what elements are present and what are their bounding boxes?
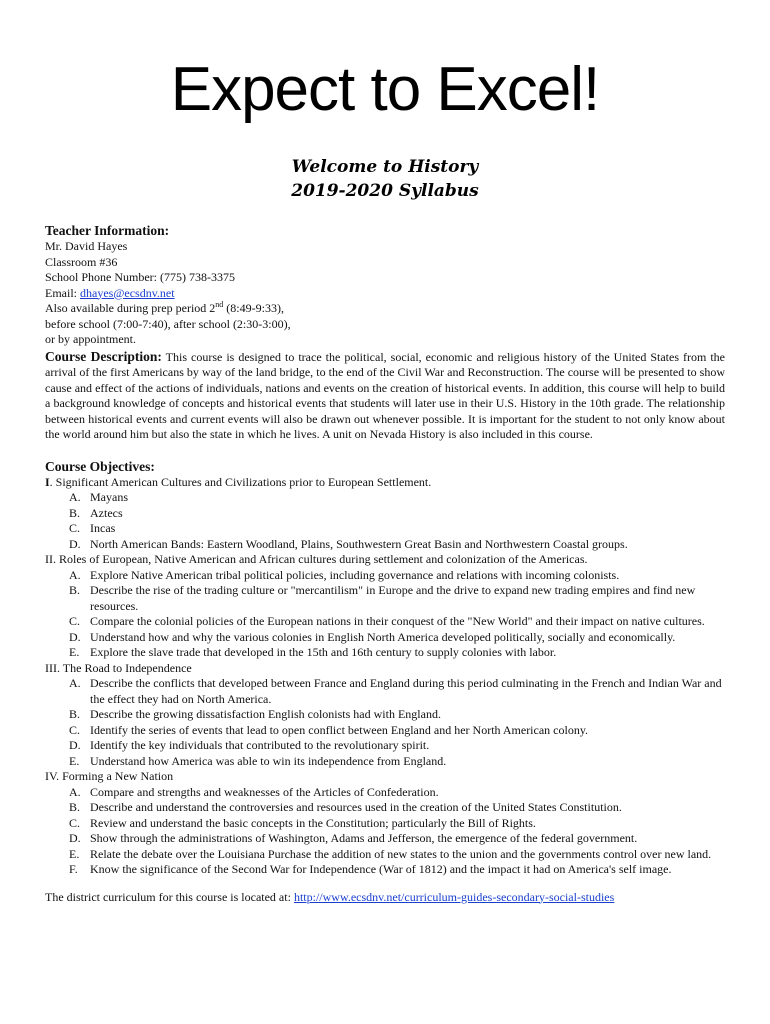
objective-item: [45, 754, 725, 770]
objective-section-3: [45, 661, 725, 677]
objective-item-text: Aztecs: [90, 505, 123, 520]
teacher-name: Mr. David Hayes: [45, 239, 128, 253]
objective-section-title: . Significant American Cultures and Civilizations prior to European Settlement.: [49, 474, 432, 489]
objective-item-text: Explore the slave trade that developed in the 15th and 16th century to supply colonies with labor.: [90, 645, 557, 659]
objective-item-text: Understand how and why the various colonies in English North America developed politically, socially and economically.: [90, 629, 676, 644]
objective-item-text: Identify the series of events that lead to open conflict between England and her North American colony.: [90, 722, 589, 737]
objective-item: [45, 614, 725, 630]
objective-section-number: III: [45, 660, 57, 675]
teacher-info-heading: Teacher Information:: [45, 223, 170, 238]
objective-item-text: Show through the administrations of Washington, Adams and Jefferson, the emergence of the federal government.: [90, 831, 638, 845]
objective-item: [45, 630, 725, 646]
availability-time: (8:49-9:33),: [223, 301, 284, 315]
objective-item: [45, 583, 725, 614]
objective-section-2: [45, 552, 725, 568]
objective-section-title: . The Road to Independence: [57, 660, 192, 675]
phone-number: School Phone Number: (775) 738-3375: [45, 270, 235, 284]
objective-item-letter: D.: [69, 536, 81, 551]
objective-item-letter: A.: [69, 567, 81, 582]
curriculum-line: [45, 890, 725, 906]
objective-item: [45, 723, 725, 739]
objective-section-4: [45, 769, 725, 785]
objective-section-number: II: [45, 552, 53, 566]
objective-item-text: Understand how America was able to win its independence from England.: [90, 753, 447, 768]
objectives-list: [45, 475, 725, 878]
objective-item-letter: E.: [69, 645, 80, 659]
objective-item-letter: D.: [69, 831, 81, 845]
objective-item-letter: A.: [69, 676, 81, 690]
objective-item-letter: D.: [69, 629, 81, 644]
objective-item-text: Review and understand the basic concepts in the Constitution; particularly the Bill of Rights.: [90, 815, 536, 830]
objective-item: [45, 645, 725, 661]
objective-item-text: Describe the conflicts that developed between France and England during this period culminating in the French and Indian War and the effect they had on North America.: [90, 676, 722, 706]
objective-item-letter: A.: [69, 490, 81, 504]
curriculum-text: The district curriculum for this course is located at:: [45, 889, 294, 904]
subtitle-welcome: Welcome to History: [291, 157, 479, 177]
course-description-heading: Course Description:: [45, 348, 162, 364]
objective-item: [45, 568, 725, 584]
course-objectives-heading: Course Objectives:: [45, 458, 155, 474]
objective-item-text: Compare the colonial policies of the European nations in their conquest of the "New World" and their impact on native cultures.: [90, 614, 705, 628]
objective-item-letter: C.: [69, 521, 81, 535]
objective-item-text: Compare and strengths and weaknesses of the Articles of Confederation.: [90, 784, 439, 799]
objective-item-text: Explore Native American tribal political policies, including governance and relations with incoming colonists.: [90, 567, 620, 582]
objective-item: [45, 506, 725, 522]
subtitle-syllabus: 2019-2020 Syllabus: [291, 181, 479, 201]
objective-item: [45, 816, 725, 832]
objective-section-title: . Roles of European, Native American and African cultures during settlement and colonization of the Americas.: [53, 552, 588, 566]
objective-section-number: IV: [45, 769, 57, 783]
before-after-school: before school (7:00-7:40), after school (2:30-3:00),: [45, 316, 291, 331]
objective-item-letter: C.: [69, 815, 81, 830]
objective-item: [45, 738, 725, 754]
objective-item: [45, 490, 725, 506]
objective-item-text: Describe the rise of the trading culture or "mercantilism" in Europe and the drive to expand new trading empires and find new resources.: [90, 583, 696, 613]
objective-item-text: Describe and understand the controversies and resources used in the creation of the United States Constitution.: [90, 800, 622, 814]
availability-line: [45, 301, 725, 317]
ordinal-suffix: nd: [215, 300, 224, 309]
objective-item-text: North American Bands: Eastern Woodland, Plains, Southwestern Great Basin and Northwestern Coastal groups.: [90, 536, 628, 551]
objective-item-letter: A.: [69, 784, 81, 799]
course-description: [45, 349, 725, 443]
objective-item-text: Describe the growing dissatisfaction English colonists had with England.: [90, 707, 441, 721]
objective-item: [45, 537, 725, 553]
objective-item-text: Identify the key individuals that contributed to the revolutionary spirit.: [90, 738, 430, 752]
objective-item-letter: B.: [69, 800, 81, 814]
document-content: [45, 222, 725, 905]
objective-item: [45, 847, 725, 863]
objective-item: [45, 862, 725, 878]
objective-item-letter: C.: [69, 614, 81, 628]
objective-item-text: Mayans: [90, 490, 128, 504]
objective-item-letter: B.: [69, 583, 81, 597]
objective-item-letter: E.: [69, 846, 80, 861]
objective-item: [45, 800, 725, 816]
objective-item-letter: E.: [69, 753, 80, 768]
objective-section-1: [45, 475, 725, 491]
objective-item-letter: B.: [69, 707, 81, 721]
objective-item-text: Know the significance of the Second War for Independence (War of 1812) and the impact it had on America's self image.: [90, 862, 672, 876]
objective-item: [45, 707, 725, 723]
classroom: Classroom #36: [45, 254, 118, 269]
objective-section-number: I: [45, 474, 50, 489]
availability-text: Also available during prep period 2: [45, 301, 216, 315]
objective-item-letter: B.: [69, 505, 81, 520]
course-description-text: This course is designed to trace the political, social, economic and religious history of the United States from the arrival of the first Americans by way of the land bridge, to the end of the Civil War and Reconstruction. The course will be presented to show cause and effect of the actions of individuals, nations and events on the creation of historical events. In addition, this course will help to build a background knowledge of concepts and historical events that students will later use in their U.S. History in the 10th grade. The relationship between historical events and current events will also be drawn out whenever possible. It is important for the student to not only know about the world around him but also the state in which he lives. A unit on Nevada History is also included in this course.: [45, 349, 725, 441]
objective-item-letter: D.: [69, 738, 81, 752]
by-appointment: or by appointment.: [45, 332, 136, 346]
objective-item: [45, 676, 725, 707]
objective-item-text: Incas: [90, 521, 116, 535]
objective-section-title: . Forming a New Nation: [56, 769, 174, 783]
objective-item-letter: F.: [69, 862, 78, 876]
email-line: [45, 286, 725, 302]
objective-item-letter: C.: [69, 722, 81, 737]
page-title: Expect to Excel!: [170, 55, 600, 124]
objective-item: [45, 831, 725, 847]
objective-item: [45, 785, 725, 801]
email-label: Email:: [45, 285, 80, 300]
objective-item-text: Relate the debate over the Louisiana Purchase the addition of new states to the union and the governments control over new land.: [90, 846, 712, 861]
objective-item: [45, 521, 725, 537]
curriculum-link[interactable]: http://www.ecsdnv.net/curriculum-guides-secondary-social-studies: [293, 889, 615, 904]
email-link[interactable]: dhayes@ecsdnv.net: [80, 285, 175, 300]
